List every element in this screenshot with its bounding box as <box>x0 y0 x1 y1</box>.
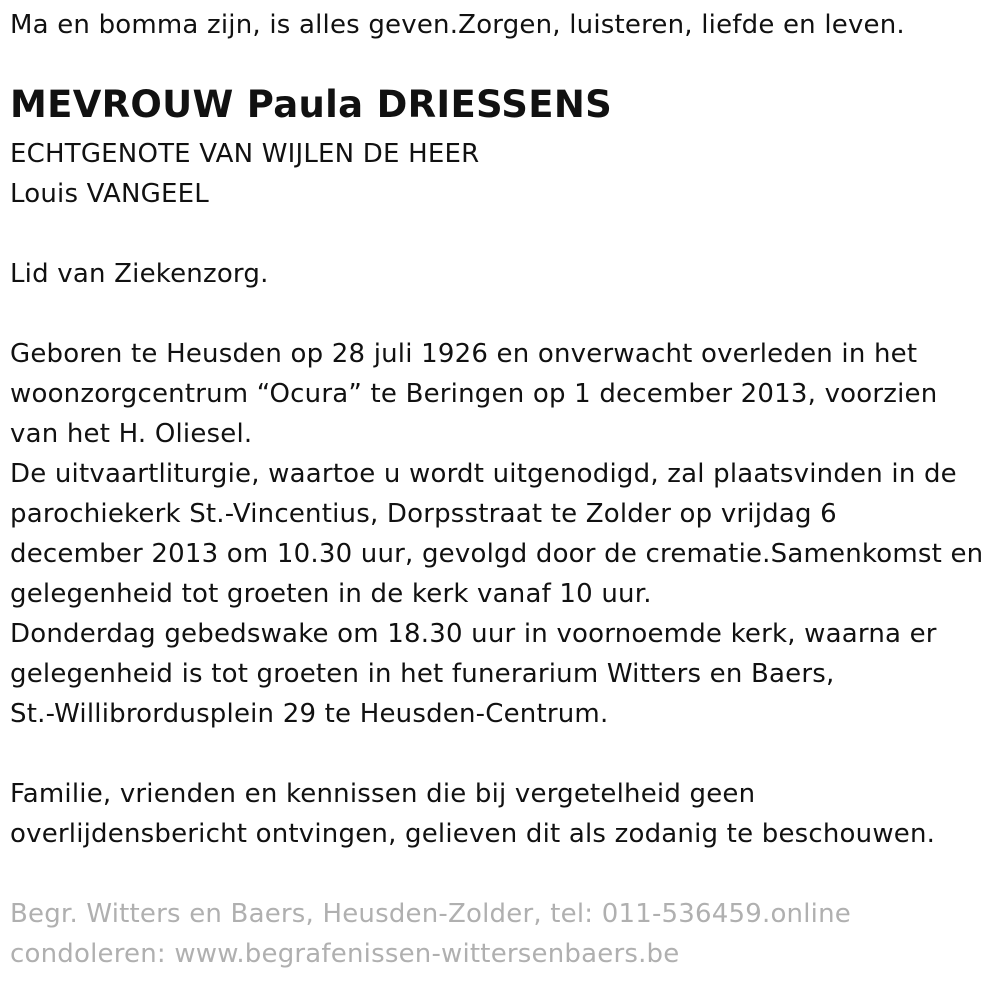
body-line: St.-Willibrordusplein 29 te Heusden-Centrum. <box>10 699 609 729</box>
body-line: gelegenheid is tot groeten in het funerarium Witters en Baers, <box>10 659 835 689</box>
body-line: Geboren te Heusden op 28 juli 1926 en onverwacht overleden in het <box>10 339 918 369</box>
body-line: van het H. Oliesel. <box>10 419 253 449</box>
deceased-name: MEVROUW Paula DRIESSENS <box>10 83 613 126</box>
spouse-name: Louis VANGEEL <box>10 179 209 209</box>
body-line: gelegenheid tot groeten in de kerk vanaf 10 uur. <box>10 579 652 609</box>
motto-text: Ma en bomma zijn, is alles geven.Zorgen, luisteren, liefde en leven. <box>10 10 905 40</box>
body-line: De uitvaartliturgie, waartoe u wordt uitgenodigd, zal plaatsvinden in de <box>10 459 957 489</box>
footer-line: Begr. Witters en Baers, Heusden-Zolder, tel: 011-536459.online <box>10 899 851 929</box>
relation-line: ECHTGENOTE VAN WIJLEN DE HEER <box>10 139 480 169</box>
notice-line: Familie, vrienden en kennissen die bij vergetelheid geen <box>10 779 756 809</box>
body-line: parochiekerk St.-Vincentius, Dorpsstraat te Zolder op vrijdag 6 <box>10 499 837 529</box>
body-line: woonzorgcentrum “Ocura” te Beringen op 1 december 2013, voorzien <box>10 379 938 409</box>
body-line: december 2013 om 10.30 uur, gevolgd door de crematie.Samenkomst en <box>10 539 984 569</box>
notice-line: overlijdensbericht ontvingen, gelieven dit als zodanig te beschouwen. <box>10 819 936 849</box>
membership-text: Lid van Ziekenzorg. <box>10 259 269 289</box>
body-line: Donderdag gebedswake om 18.30 uur in voornoemde kerk, waarna er <box>10 619 937 649</box>
footer-line: condoleren: www.begrafenissen-wittersenbaers.be <box>10 939 680 969</box>
